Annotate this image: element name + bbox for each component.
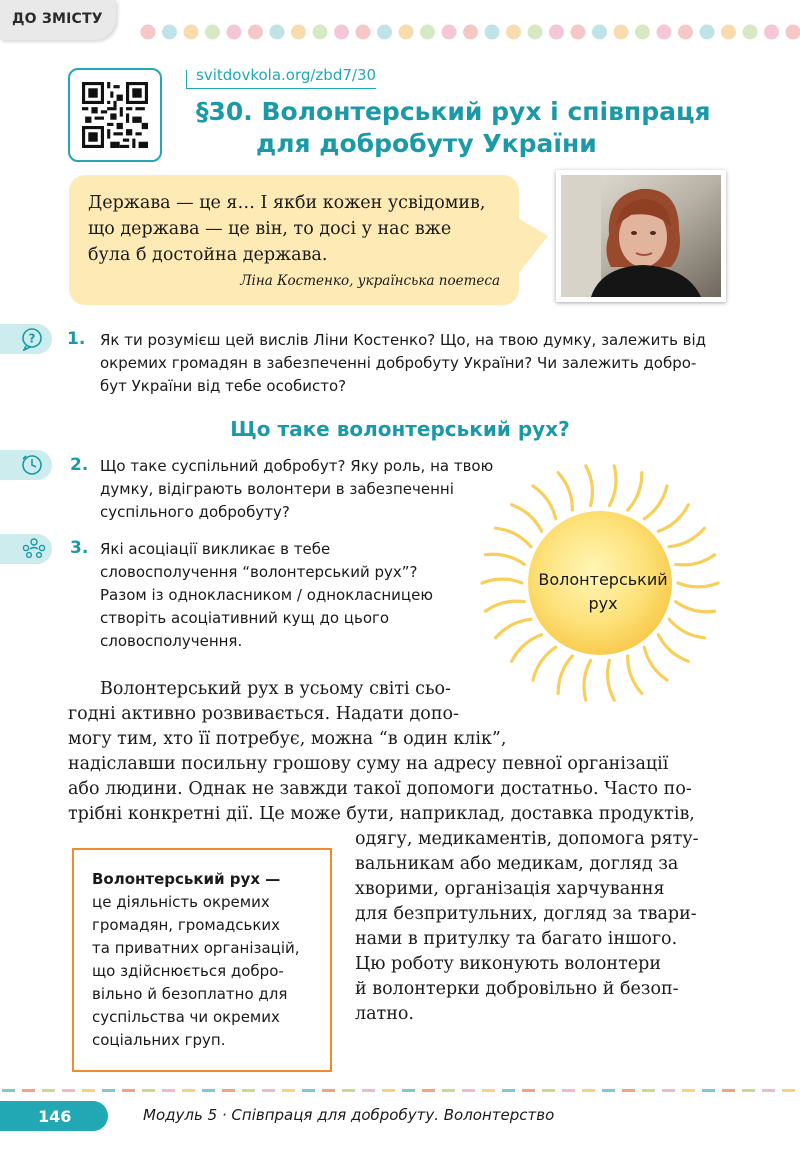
decor-dash [702, 1089, 715, 1092]
resource-url-link[interactable]: svitdovkola.org/zbd7/30 [196, 66, 377, 84]
page-number-tab [0, 1101, 108, 1131]
task-1-number: 1. [67, 329, 86, 349]
decor-dash [682, 1089, 695, 1092]
sun-ray [586, 466, 593, 506]
decor-dot [162, 25, 177, 40]
decor-dash [622, 1089, 635, 1092]
quote-text: Держава — це я… І якби кожен усвідомив, що держава — це він, то досі у нас вже була б достойна держава. [88, 193, 486, 265]
sun-ray [658, 505, 688, 532]
task-2-text: Що таке суспільний добробут? Яку роль, на твою думку, відіграють волонтери в забезпеченні суспільного добробуту? [100, 457, 494, 521]
sun-ray [584, 660, 591, 700]
decor-dot [678, 25, 693, 40]
page-title [196, 96, 756, 160]
decor-dash [362, 1089, 375, 1092]
decor-dot [592, 25, 607, 40]
decor-dot [463, 25, 478, 40]
decor-dot [248, 25, 263, 40]
decor-dot [549, 25, 564, 40]
sun-ray [608, 660, 615, 700]
decor-dot [227, 25, 242, 40]
decor-dot [205, 25, 220, 40]
sun-ray [496, 619, 531, 638]
task-3-text: Які асоціації викликає в тебе словосполучення “волонтерський рух”? Разом із однокласником / однокласницею створіть асоціативний кущ до цього словосполучення. [100, 540, 433, 650]
decor-dash [762, 1089, 775, 1092]
decor-dash [142, 1089, 155, 1092]
footer-module-title: Модуль 5 · Співпраця для добробуту. Волонтерство [143, 1106, 555, 1124]
decor-dash [102, 1089, 115, 1092]
decor-dash [302, 1089, 315, 1092]
sun-label-line-2: рух [588, 594, 618, 613]
definition-term: Волонтерський рух [92, 870, 260, 888]
decor-dash [22, 1089, 35, 1092]
qr-code-frame[interactable] [68, 68, 162, 162]
sun-illustration [475, 455, 725, 715]
decor-dash [402, 1089, 415, 1092]
decorative-dots-top [140, 22, 800, 42]
decor-dash [282, 1089, 295, 1092]
decor-dash [562, 1089, 575, 1092]
decor-dash [42, 1089, 55, 1092]
decor-dot [184, 25, 199, 40]
decor-dash [242, 1089, 255, 1092]
sun-ray [485, 601, 524, 611]
decor-dash [782, 1089, 795, 1092]
decor-dot [141, 25, 156, 40]
decor-dot [571, 25, 586, 40]
decor-dash [642, 1089, 655, 1092]
sun-ray [644, 647, 667, 680]
decor-dash [222, 1089, 235, 1092]
sun-ray [533, 486, 556, 519]
decor-dot [743, 25, 758, 40]
url-underline [186, 88, 376, 89]
clock-icon [20, 453, 44, 477]
svg-text:?: ? [28, 331, 36, 346]
decor-dot [614, 25, 629, 40]
task-2-number: 2. [70, 455, 89, 475]
sun-ray [558, 656, 572, 693]
decor-dot [657, 25, 672, 40]
page-number: 146 [38, 1107, 72, 1126]
title-line-1: §30. Волонтерський рух і співпраця [196, 97, 711, 126]
sun-ray [533, 647, 556, 680]
sun-ray [628, 473, 642, 510]
sun-ray [628, 656, 642, 693]
body-paragraph-intro: Волонтерський рух в усьому світі сьо- [100, 679, 451, 699]
author-portrait-frame [556, 170, 726, 302]
decor-dash [742, 1089, 755, 1092]
toc-label: ДО ЗМІСТУ [12, 11, 103, 27]
sun-ray [496, 528, 531, 547]
decor-dash [382, 1089, 395, 1092]
title-line-2: для добробуту України [256, 129, 597, 158]
decor-dash [662, 1089, 675, 1092]
sun-ray [669, 528, 704, 547]
definition-box [72, 848, 332, 1072]
toc-link-tab[interactable] [0, 0, 116, 40]
decor-dash [62, 1089, 75, 1092]
decor-dash [82, 1089, 95, 1092]
decor-dot [506, 25, 521, 40]
decor-dot [399, 25, 414, 40]
decor-dash [602, 1089, 615, 1092]
sun-ray [644, 486, 667, 519]
quote-author: Ліна Костенко, українська поетеса [240, 273, 500, 289]
sun-label-line-1: Волонтерський [538, 570, 668, 589]
group-task-marker [0, 534, 52, 564]
sun-ray [676, 555, 715, 565]
decor-dot [786, 25, 800, 40]
decor-dash [482, 1089, 495, 1092]
decor-dot [334, 25, 349, 40]
sun-ray [669, 619, 704, 638]
task-3-number: 3. [70, 538, 89, 558]
decor-dot [485, 25, 500, 40]
sun-ray [512, 505, 542, 532]
decor-dot [635, 25, 650, 40]
decor-dot [313, 25, 328, 40]
decor-dash [2, 1089, 15, 1092]
task-1-text: Як ти розумієш цей вислів Ліни Костенко? Що, на твою думку, залежить від окремих громадян в забезпеченні добробуту України? Чи залежить добро- бут України від тебе особисто? [100, 331, 707, 395]
decor-dot [291, 25, 306, 40]
sun-ray [558, 473, 572, 510]
sun-ray [676, 602, 715, 612]
sun-ray [482, 579, 522, 583]
decor-dash [342, 1089, 355, 1092]
decor-dash [122, 1089, 135, 1092]
decor-dot [764, 25, 779, 40]
definition-text: Волонтерський рух — це діяльність окремих громадян, громадських та приватних організацій, що здійснюється добро- вільно й безоплатно для суспільства чи окремих соціальних груп. [92, 870, 300, 1049]
decorative-dashes-bottom [0, 1086, 800, 1096]
decor-dot [700, 25, 715, 40]
sun-ray [678, 583, 718, 587]
quote-bubble-tail [518, 218, 548, 274]
body-paragraph-part-b: надіславши посильну грошову суму на адресу певної організації або людини. Однак не завжди такої допомоги достатньо. Часто по- трібні конкретні дії. Це може бути, наприклад, доставка продуктів, [68, 754, 695, 824]
question-task-marker [0, 324, 52, 354]
decor-dot [377, 25, 392, 40]
decor-dash [502, 1089, 515, 1092]
sun-ray [512, 635, 542, 662]
decor-dash [522, 1089, 535, 1092]
decor-dash [322, 1089, 335, 1092]
sun-ray [609, 466, 616, 506]
decor-dot [270, 25, 285, 40]
sun-ray [658, 635, 688, 662]
decor-dot [356, 25, 371, 40]
decor-dash [722, 1089, 735, 1092]
author-portrait-image [561, 175, 721, 297]
decor-dash [262, 1089, 275, 1092]
decor-dash [542, 1089, 555, 1092]
decor-dash [442, 1089, 455, 1092]
time-task-marker [0, 450, 52, 480]
decor-dash [462, 1089, 475, 1092]
decor-dash [422, 1089, 435, 1092]
decor-dot [721, 25, 736, 40]
qr-code-icon [82, 82, 148, 148]
decor-dot [442, 25, 457, 40]
decor-dash [162, 1089, 175, 1092]
section-heading: Що таке волонтерський рух? [230, 417, 570, 441]
decor-dash [582, 1089, 595, 1092]
body-paragraph-part-c: одягу, медикаментів, допомога ряту- вальникам або медикам, догляд за хворими, організація харчування для безпритульних, догляд за твари- нами в притулку та багато іншого. Цю роботу виконують волонтери й волонтерки добровільно й безоп- латно. [355, 829, 699, 1024]
sun-ray [485, 554, 524, 564]
body-paragraph-part-a: годні активно розвивається. Надати допо- могу тим, хто її потребує, можна “в один клік”, [68, 704, 507, 749]
decor-dot [528, 25, 543, 40]
decor-dot [420, 25, 435, 40]
decor-dash [182, 1089, 195, 1092]
question-bubble-icon [20, 327, 44, 351]
decor-dash [202, 1089, 215, 1092]
url-bracket-line [186, 70, 187, 89]
people-group-icon [20, 537, 48, 561]
